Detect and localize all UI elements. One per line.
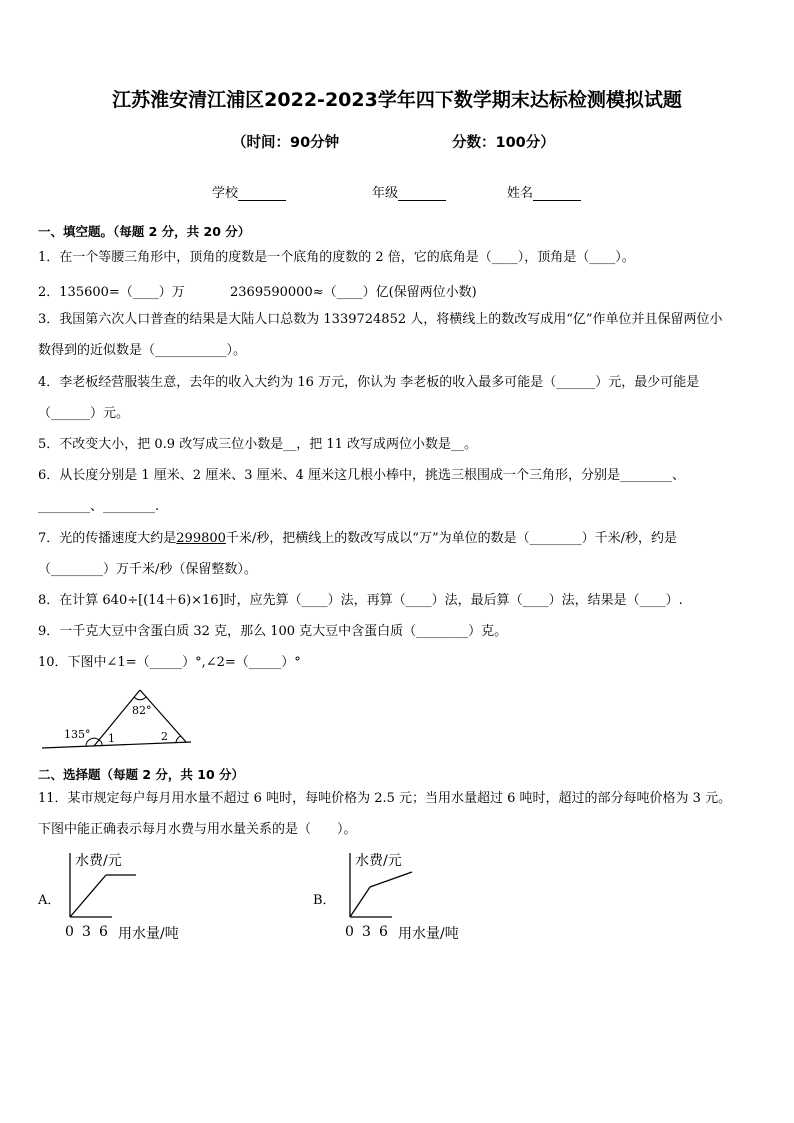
exam-time: （时间：90分钟	[232, 135, 340, 151]
option-b-tick-0: 0	[345, 924, 354, 940]
question-11-line-1: 11．某市规定每户每月用水量不超过 6 吨时，每吨价格为 2.5 元；当用水量超过 6 吨时，超过的部分每吨价格为 3 元。	[38, 791, 732, 806]
section-choice-heading: 二、选择题（每题 2 分，共 10 分）	[38, 767, 245, 782]
question-3-line-2: 数得到的近似数是（___________）。	[38, 343, 247, 358]
grade-label: 年级	[372, 186, 399, 201]
question-1: 1．在一个等腰三角形中，顶角的度数是一个底角的度数的 2 倍，它的底角是（____），顶角是（____）。	[38, 250, 635, 265]
option-b-label[interactable]: B．	[313, 893, 336, 908]
option-b-tick-6: 6	[379, 924, 388, 940]
option-a-graph[interactable]	[58, 845, 218, 945]
option-a-y-label: 水费/元	[75, 853, 122, 869]
question-5: 5．不改变大小，把 0.9 改写成三位小数是__，把 11 改写成两位小数是__。	[38, 437, 478, 452]
grade-blank[interactable]	[398, 186, 446, 201]
option-b-segment-2	[370, 872, 412, 887]
question-7-line-1	[38, 524, 768, 554]
school-blank[interactable]	[238, 186, 286, 201]
option-a-label[interactable]: A．	[38, 893, 61, 908]
option-b-tick-3: 3	[362, 924, 371, 940]
question-6-line-2: ________、________.	[38, 499, 160, 514]
option-b-y-label: 水费/元	[355, 853, 402, 869]
school-field[interactable]	[212, 182, 286, 201]
question-7-prefix: 7．光的传播速度大约是	[38, 531, 177, 546]
school-label: 学校	[212, 186, 239, 201]
question-3-line-1: 3．我国第六次人口普查的结果是大陆人口总数为 1339724852 人，将横线上的数改写成用“亿”作单位并且保留两位小	[38, 312, 723, 327]
option-b-graph[interactable]	[338, 845, 498, 945]
top-angle-arc	[134, 697, 146, 700]
name-field[interactable]	[507, 182, 581, 201]
option-a-tick-3: 3	[82, 924, 91, 940]
outer-angle-label: 135°	[64, 728, 91, 741]
question-4-line-2: （______）元。	[38, 406, 130, 421]
option-a-tick-0: 0	[65, 924, 74, 940]
top-angle-label: 82°	[132, 704, 152, 717]
triangle-left-side	[94, 690, 140, 746]
question-6-line-1: 6．从长度分别是 1 厘米、2 厘米、3 厘米、4 厘米这几根小棒中，挑选三根围成一个三角形，分别是________、	[38, 468, 686, 483]
exam-score: 分数：100分）	[452, 135, 555, 151]
section-fill-blank-heading: 一、填空题。（每题 2 分，共 20 分）	[38, 224, 251, 239]
page-title: 江苏淮安清江浦区2022-2023学年四下数学期末达标检测模拟试题	[112, 89, 682, 111]
option-a-x-label: 用水量/吨	[118, 926, 179, 942]
question-10: 10．下图中∠1=（_____）°,∠2=（_____）°	[38, 655, 301, 670]
question-7-line-2: （________）万千米/秒（保留整数）。	[38, 562, 257, 577]
question-2-part-b: 2369590000≈（____）亿(保留两位小数)	[230, 285, 477, 300]
question-2-part-a: 2．135600=（____）万	[38, 285, 185, 300]
question-9: 9．一千克大豆中含蛋白质 32 克，那么 100 克大豆中含蛋白质（________）克。	[38, 624, 508, 639]
option-b-segment-1	[350, 887, 370, 917]
question-7-suffix: 千米/秒，把横线上的数改写成以“万”为单位的数是（________）千米/秒，约是	[225, 531, 677, 546]
question-7-underlined-number: 299800	[176, 531, 226, 546]
question-8: 8．在计算 640÷[(14＋6)×16]时，应先算（____）法，再算（____）法，最后算（____）法，结果是（____）.	[38, 593, 683, 608]
base-line	[42, 742, 191, 748]
angle-2-arc	[176, 736, 181, 742]
angle-2-label: 2	[161, 730, 168, 743]
option-a-segment-1	[70, 875, 106, 917]
question-4-line-1: 4．李老板经营服装生意，去年的收入大约为 16 万元，你认为 李老板的收入最多可能是（______）元，最少可能是	[38, 375, 700, 390]
option-b-x-label: 用水量/吨	[398, 926, 459, 942]
question-11-line-2: 下图中能正确表示每月水费与用水量关系的是（ ）。	[38, 822, 357, 837]
angle-1-label: 1	[108, 732, 115, 745]
triangle-figure	[36, 684, 196, 754]
option-a-tick-6: 6	[99, 924, 108, 940]
grade-field[interactable]	[372, 182, 446, 201]
name-blank[interactable]	[533, 186, 581, 201]
name-label: 姓名	[507, 186, 534, 201]
